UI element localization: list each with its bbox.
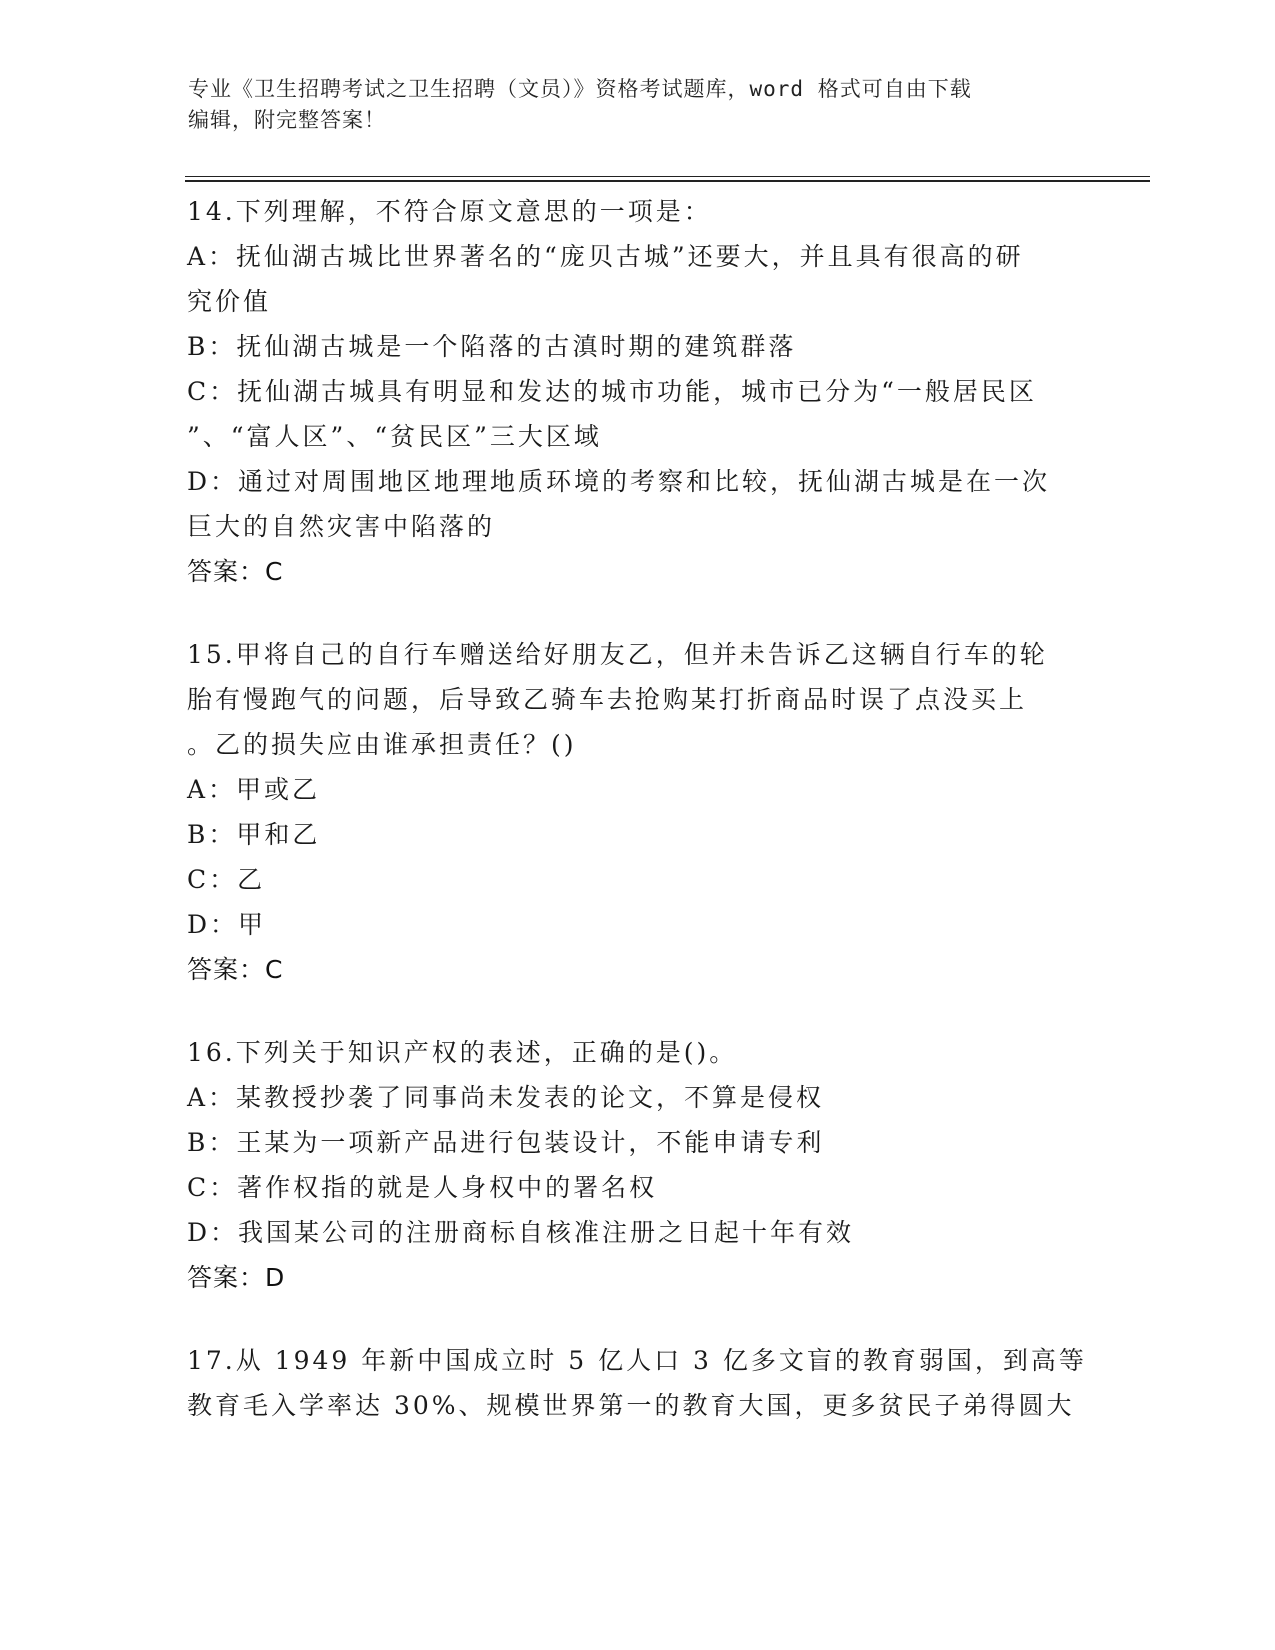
option-c: C：著作权指的就是人身权中的署名权 <box>187 1173 658 1202</box>
question-16 <box>187 1030 1087 1300</box>
answer: 答案：D <box>187 1263 286 1292</box>
question-15 <box>187 632 1087 992</box>
option-a: A：某教授抄袭了同事尚未发表的论文，不算是侵权 <box>187 1083 825 1112</box>
option-b: B：抚仙湖古城是一个陷落的古滇时期的建筑群落 <box>187 332 797 361</box>
option-c-cont: ”、“富人区”、“贫民区”三大区域 <box>187 422 602 451</box>
option-a: A：甲或乙 <box>187 775 321 804</box>
question-14 <box>187 189 1087 594</box>
option-c: C：抚仙湖古城具有明显和发达的城市功能，城市已分为“一般居民区 <box>187 377 1037 406</box>
header-line: 编辑，附完整答案！ <box>188 108 386 132</box>
question-stem: 14.下列理解，不符合原文意思的一项是： <box>187 197 712 226</box>
answer: 答案：C <box>187 557 284 586</box>
question-stem: 15.甲将自己的自行车赠送给好朋友乙，但并未告诉乙这辆自行车的轮 <box>187 640 1048 669</box>
option-c: C：乙 <box>187 865 266 894</box>
question-list <box>187 189 1087 1466</box>
question-stem: 17.从 1949 年新中国成立时 5 亿人口 3 亿多文盲的教育弱国，到高等 <box>187 1346 1087 1375</box>
question-stem-cont: 。乙的损失应由谁承担责任？() <box>187 730 577 759</box>
answer: 答案：C <box>187 955 284 984</box>
header-line: 专业《卫生招聘考试之卫生招聘（文员）》资格考试题库，word 格式可自由下载 <box>188 77 972 101</box>
question-17 <box>187 1338 1087 1428</box>
option-d: D：我国某公司的注册商标自核准注册之日起十年有效 <box>187 1218 855 1247</box>
document-header <box>188 74 1068 136</box>
option-a: A：抚仙湖古城比世界著名的“庞贝古城”还要大，并且具有很高的研 <box>187 242 1024 271</box>
option-a-cont: 究价值 <box>187 287 272 316</box>
header-divider <box>185 176 1150 177</box>
question-stem-cont: 胎有慢跑气的问题，后导致乙骑车去抢购某打折商品时误了点没买上 <box>187 685 1028 714</box>
question-stem-cont: 教育毛入学率达 30%、规模世界第一的教育大国，更多贫民子弟得圆大 <box>187 1391 1075 1420</box>
option-d-cont: 巨大的自然灾害中陷落的 <box>187 512 496 541</box>
option-d: D：通过对周围地区地理地质环境的考察和比较，抚仙湖古城是在一次 <box>187 467 1051 496</box>
option-b: B：甲和乙 <box>187 820 321 849</box>
option-d: D：甲 <box>187 910 267 939</box>
header-divider-thick <box>185 180 1150 182</box>
question-stem: 16.下列关于知识产权的表述，正确的是()。 <box>187 1038 738 1067</box>
option-b: B：王某为一项新产品进行包装设计，不能申请专利 <box>187 1128 825 1157</box>
